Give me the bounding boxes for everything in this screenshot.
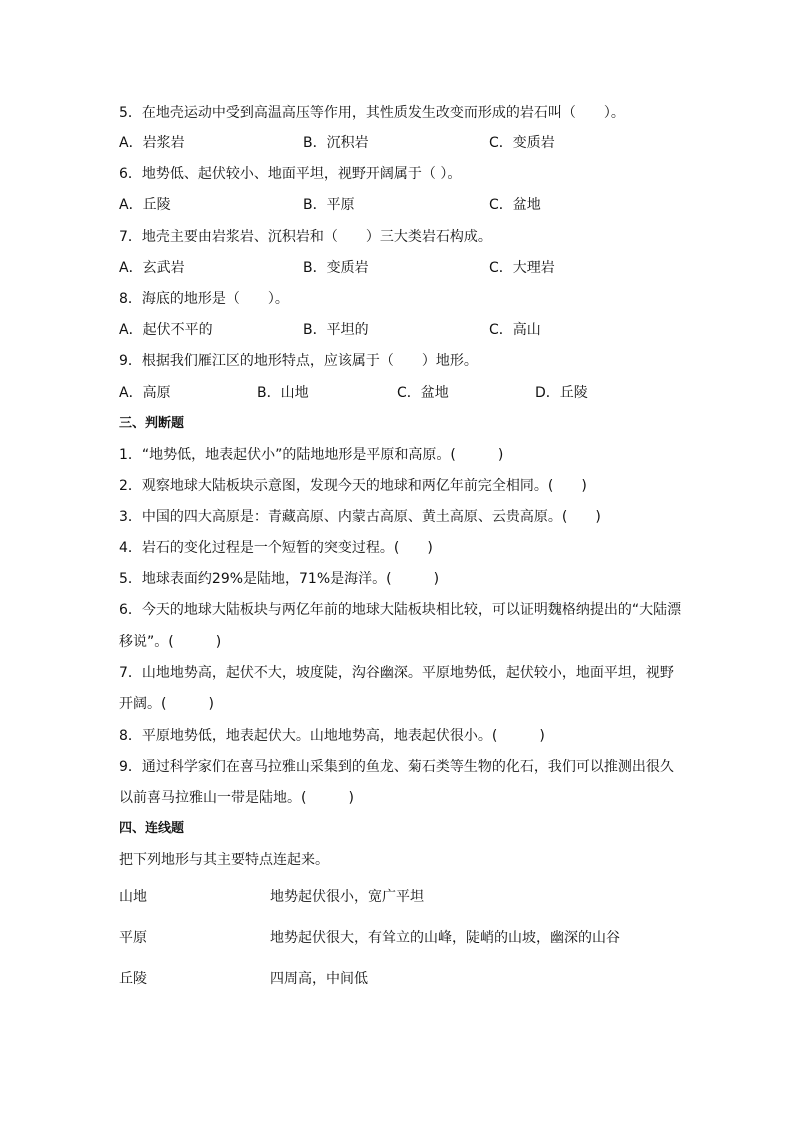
question-8-stem: 8．海底的地形是（ ）。 xyxy=(119,291,289,307)
judge-item-continuation: 开阔。( ) xyxy=(119,696,214,712)
question-5-option-a: A．岩浆岩 xyxy=(119,135,185,151)
judge-item: 3．中国的四大高原是：青藏高原、内蒙古高原、黄土高原、云贵高原。( ) xyxy=(119,509,601,525)
question-8-option-b: B．平坦的 xyxy=(303,322,369,338)
judge-item: 5．地球表面约29%是陆地，71%是海洋。( ) xyxy=(119,571,440,587)
connect-instruction: 把下列地形与其主要特点连起来。 xyxy=(119,852,329,868)
connect-left-item: 山地 xyxy=(119,889,147,905)
question-9-option-b: B．山地 xyxy=(257,385,309,401)
question-6-stem: 6．地势低、起伏较小、地面平坦，视野开阔属于（ ）。 xyxy=(119,166,462,182)
judge-item: 9．通过科学家们在喜马拉雅山采集到的鱼龙、菊石类等生物的化石，我们可以推测出很久 xyxy=(119,759,674,775)
judge-item: 2．观察地球大陆板块示意图，发现今天的地球和两亿年前完全相同。( ) xyxy=(119,478,587,494)
section-connect-title: 四、连线题 xyxy=(119,821,185,836)
connect-left-item: 平原 xyxy=(119,930,147,946)
question-6-option-a: A．丘陵 xyxy=(119,197,171,213)
connect-left-item: 丘陵 xyxy=(119,971,147,987)
question-7-option-a: A．玄武岩 xyxy=(119,260,185,276)
question-5-option-b: B．沉积岩 xyxy=(303,135,369,151)
question-9-option-c: C．盆地 xyxy=(397,385,449,401)
connect-right-item: 地势起伏很大，有耸立的山峰，陡峭的山坡，幽深的山谷 xyxy=(270,930,620,946)
question-9-option-d: D．丘陵 xyxy=(535,385,588,401)
judge-item: 7．山地地势高，起伏不大，坡度陡，沟谷幽深。平原地势低，起伏较小，地面平坦，视野 xyxy=(119,665,674,681)
connect-right-item: 地势起伏很小，宽广平坦 xyxy=(270,889,424,905)
question-7-stem: 7．地壳主要由岩浆岩、沉积岩和（ ）三大类岩石构成。 xyxy=(119,229,492,245)
judge-item-continuation: 以前喜马拉雅山一带是陆地。( ) xyxy=(119,790,354,806)
question-9-stem: 9．根据我们雁江区的地形特点，应该属于（ ）地形。 xyxy=(119,353,478,369)
question-5-option-c: C．变质岩 xyxy=(489,135,555,151)
question-6-option-c: C．盆地 xyxy=(489,197,541,213)
question-7-option-b: B．变质岩 xyxy=(303,260,369,276)
question-8-option-c: C．高山 xyxy=(489,322,541,338)
question-7-option-c: C．大理岩 xyxy=(489,260,555,276)
judge-item: 4．岩石的变化过程是一个短暂的突变过程。( ) xyxy=(119,540,433,556)
judge-item: 6．今天的地球大陆板块与两亿年前的地球大陆板块相比较，可以证明魏格纳提出的“大陆漂 xyxy=(119,602,682,618)
judge-item: 8．平原地势低，地表起伏大。山地地势高，地表起伏很小。( ) xyxy=(119,728,545,744)
question-6-option-b: B．平原 xyxy=(303,197,355,213)
question-9-option-a: A．高原 xyxy=(119,385,171,401)
connect-right-item: 四周高，中间低 xyxy=(270,971,368,987)
judge-item: 1．“地势低，地表起伏小”的陆地地形是平原和高原。( ) xyxy=(119,447,504,463)
section-judge-title: 三、判断题 xyxy=(119,416,185,431)
question-5-stem: 5．在地壳运动中受到高温高压等作用，其性质发生改变而形成的岩石叫（ ）。 xyxy=(119,105,625,121)
question-8-option-a: A．起伏不平的 xyxy=(119,322,213,338)
judge-item-continuation: 移说”。( ) xyxy=(119,634,222,650)
